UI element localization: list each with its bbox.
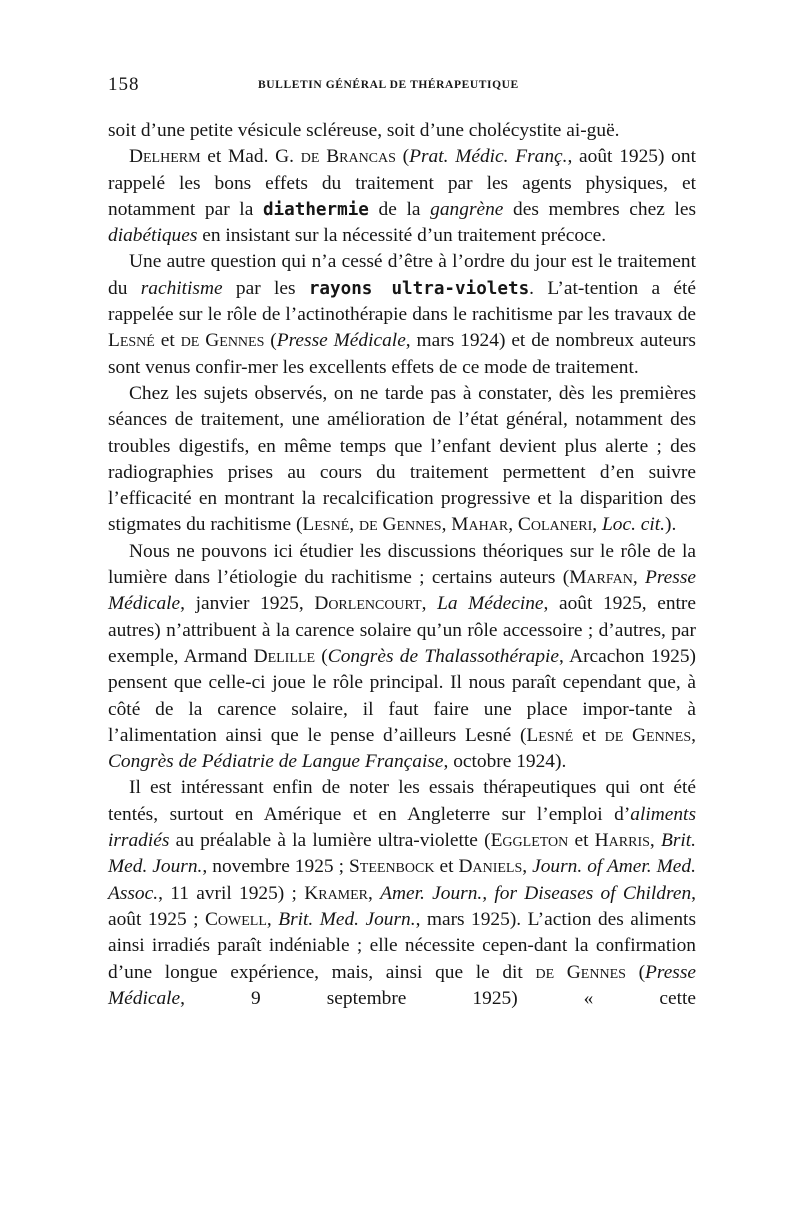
text-run: par les bbox=[222, 277, 309, 299]
paragraph-6 bbox=[108, 775, 696, 1012]
text-run: Presse Médicale bbox=[276, 330, 406, 352]
text-run: Congrès de Pédiatrie de Langue Française bbox=[108, 751, 444, 773]
text-run: , août 1925 ; bbox=[108, 882, 696, 930]
text-run: Brit. Med. Journ. bbox=[278, 908, 416, 930]
text-run: , novembre 1925 ; bbox=[202, 856, 349, 878]
text-run: , janvier 1925, bbox=[180, 593, 315, 615]
text-run: Eggleton bbox=[490, 830, 569, 852]
text-run: Lesné bbox=[526, 724, 574, 746]
text-run: des membres chez les bbox=[503, 198, 696, 220]
text-run: aliments irradiés bbox=[108, 803, 696, 852]
text-run: Cowell bbox=[204, 908, 267, 930]
page-header bbox=[108, 74, 696, 96]
paragraph-5 bbox=[108, 539, 696, 776]
text-run: de Brancas bbox=[300, 146, 396, 168]
text-run: , bbox=[368, 882, 381, 904]
text-run: , août 1925) ont rappelé les bons effets du traitement par les agents physiques, et notamment par la bbox=[108, 146, 696, 220]
text-run: et bbox=[154, 330, 181, 352]
text-run: Delille bbox=[253, 645, 316, 667]
text-run: , 9 septembre 1925) « cette bbox=[180, 987, 696, 1009]
text-run: , bbox=[421, 593, 438, 615]
text-run: de Gennes bbox=[535, 961, 626, 983]
text-run: et Mad. G. bbox=[200, 146, 301, 168]
text-run: ). bbox=[665, 514, 677, 536]
text-run: soit d’une petite vésicule scléreuse, soit d’une cholécystite ai-guë. bbox=[108, 120, 620, 141]
text-run: diabétiques bbox=[108, 225, 198, 247]
text-run: , bbox=[266, 908, 279, 930]
text-run: , bbox=[649, 830, 661, 852]
text-run: Daniels bbox=[458, 856, 523, 878]
body-text bbox=[108, 118, 696, 1012]
text-run: Kramer bbox=[304, 882, 369, 904]
text-run: Dorlencourt bbox=[314, 593, 422, 615]
text-run: Marfan bbox=[569, 567, 633, 589]
text-run: Presse Médicale bbox=[108, 961, 697, 1009]
text-run: , bbox=[632, 567, 646, 589]
text-run: Nous ne pouvons ici étudier les discussions théoriques sur le rôle de la lumière dans l’étiologie du rachitisme ; certains auteurs ( bbox=[108, 540, 696, 589]
paragraph-1 bbox=[108, 118, 696, 144]
text-run: en insistant sur la nécessité d’un traitement précoce. bbox=[197, 225, 607, 247]
text-run: de Gennes bbox=[358, 514, 442, 536]
book-page bbox=[108, 74, 696, 1012]
text-run: Colaneri bbox=[517, 514, 593, 536]
text-run: diathermie bbox=[262, 199, 369, 220]
text-run: Journ. of Amer. Med. Assoc. bbox=[108, 856, 696, 904]
text-run: , mars 1924) et de nombreux auteurs sont venus confir-mer les excellents effets de ce mode de traitement. bbox=[108, 330, 696, 378]
text-run: au préalable à la lumière ultra-violette ( bbox=[169, 830, 491, 852]
text-run: Loc. cit. bbox=[602, 514, 666, 536]
text-run: Amer. Journ., for Diseases of Children bbox=[380, 882, 692, 904]
text-run: Presse Médicale bbox=[108, 567, 696, 615]
text-run: gangrène bbox=[430, 198, 504, 220]
text-run: . L’at-tention a été rappelée sur le rôle de l’actinothérapie dans le rachitisme par les travaux de bbox=[108, 277, 696, 326]
paragraph-2 bbox=[108, 144, 696, 249]
text-run: et bbox=[568, 830, 595, 852]
text-run: et bbox=[573, 724, 605, 746]
text-run: , bbox=[349, 514, 359, 536]
text-run: et bbox=[434, 856, 459, 878]
text-run: de Gennes bbox=[180, 330, 265, 352]
text-run: rachitisme bbox=[140, 277, 223, 299]
text-run: Lesné bbox=[108, 330, 155, 352]
text-run: , bbox=[508, 514, 518, 536]
text-run: , 11 avril 1925) ; bbox=[158, 882, 305, 904]
text-run: Prat. Médic. Franç. bbox=[409, 146, 568, 168]
text-run: , Arcachon 1925) pensent que celle-ci joue le rôle principal. Il nous paraît cependant que, à côté de la carence solaire, il faut faire une place impor-tante à l’alimentation ainsi que le pense d’ailleurs Lesné ( bbox=[108, 645, 696, 746]
text-run: , bbox=[522, 856, 533, 878]
text-run: , août 1925, entre autres) n’attribuent à la carence solaire qu’un rôle accessoire ; d’autres, par exemple, Armand bbox=[108, 593, 696, 667]
text-run: ( bbox=[395, 146, 410, 168]
paragraph-3 bbox=[108, 249, 696, 380]
text-run: de la bbox=[368, 198, 431, 220]
text-run: ( bbox=[625, 961, 646, 983]
text-run: Harris bbox=[594, 830, 650, 852]
page-number: 158 bbox=[108, 74, 140, 95]
text-run: Il est intéressant enfin de noter les essais thérapeutiques qui ont été tentés, surtout en Amérique et en Angleterre sur l’emploi d’ bbox=[108, 777, 696, 825]
text-run: , bbox=[441, 514, 452, 536]
text-run: Chez les sujets observés, on ne tarde pas à constater, dès les premières séances de traitement, une amélioration de l’état général, notamment des troubles digestifs, en même temps que l’enfant devient plus alerte ; des radiographies prises au cours du traitement permettent d’en suivre l’efficacité en montrant la recalcification progressive et la disparition des stigmates du rachitisme ( bbox=[108, 382, 696, 536]
running-title: BULLETIN GÉNÉRAL DE THÉRAPEUTIQUE bbox=[258, 79, 519, 91]
text-run: Congrès de Thalassothérapie bbox=[327, 645, 560, 667]
text-run: , octobre 1924). bbox=[443, 751, 567, 773]
text-run: , bbox=[691, 724, 696, 746]
text-run: , mars 1925). L’action des aliments ainsi irradiés paraît indéniable ; elle nécessite cepen-dant la confirmation d’une longue expérience, mais, ainsi que le dit bbox=[108, 908, 696, 983]
paragraph-4 bbox=[108, 381, 696, 539]
text-run: Lesné bbox=[302, 514, 350, 536]
text-run: Steenbock bbox=[349, 856, 435, 878]
text-run: Delherm bbox=[129, 146, 201, 168]
text-run: ( bbox=[315, 645, 328, 667]
text-run: La Médecine bbox=[437, 593, 544, 615]
text-run: Brit. Med. Journ. bbox=[108, 830, 696, 878]
text-run: , bbox=[592, 514, 602, 536]
text-run: Une autre question qui n’a cessé d’être à l’ordre du jour est le traitement du bbox=[108, 251, 696, 299]
text-run: Mahar bbox=[451, 514, 509, 536]
text-run: ( bbox=[264, 330, 277, 352]
text-run: rayons ultra-violets bbox=[308, 278, 530, 299]
text-run: de Gennes bbox=[604, 724, 692, 746]
